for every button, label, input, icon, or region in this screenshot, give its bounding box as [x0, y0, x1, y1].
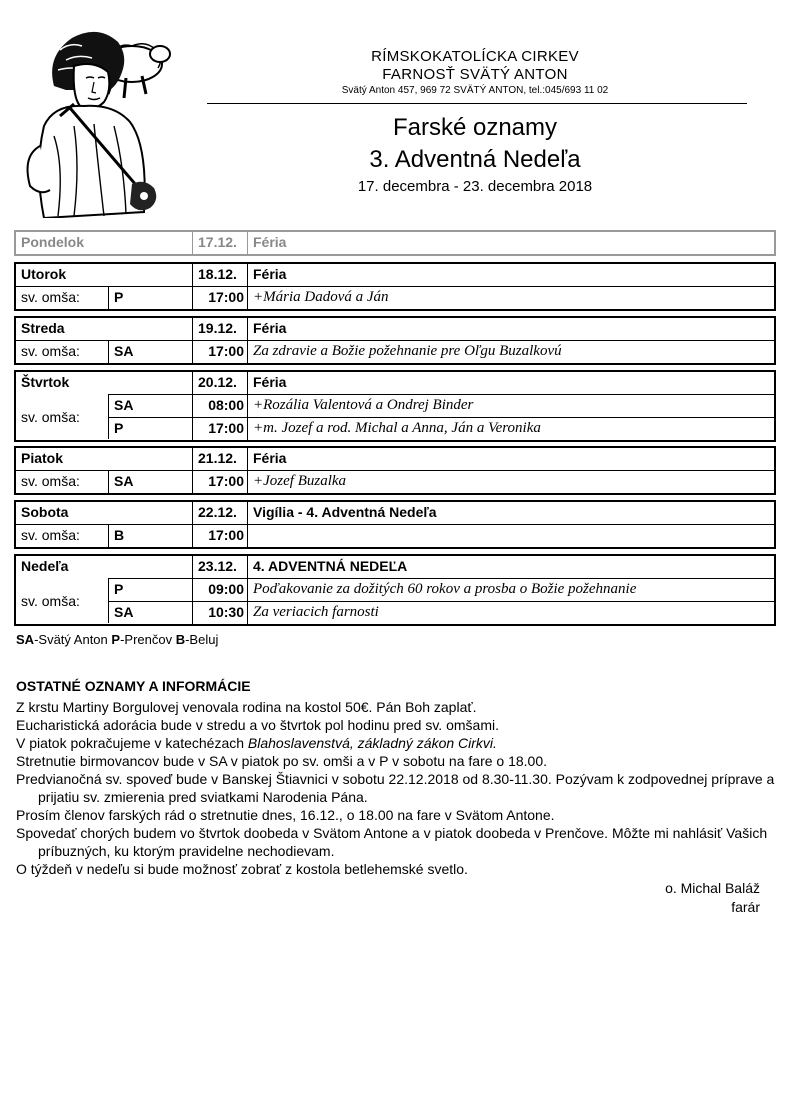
org-line-2: FARNOSŤ SVÄTÝ ANTON [382, 66, 568, 83]
mass-row [16, 470, 774, 493]
mass-group [16, 394, 774, 440]
day-header-row [16, 232, 774, 254]
signature-name: o. Michal Baláž [665, 880, 760, 896]
mass-row [16, 578, 774, 601]
mass-intention: +m. Jozef a rod. Michal a Anna, Ján a Veronika [253, 420, 541, 436]
day-header-row [16, 318, 774, 340]
org-line-1: RÍMSKOKATOLÍCKA CIRKEV [371, 48, 579, 65]
day-block-tuesday [14, 262, 776, 311]
mass-time: 17:00 [193, 418, 248, 440]
day-feast: Vigília - 4. Adventná Nedeľa [253, 504, 437, 520]
day-date: 22.12. [193, 502, 248, 524]
mass-row [16, 417, 774, 440]
day-name: Utorok [16, 264, 193, 286]
day-block-monday [14, 230, 776, 256]
mass-intention: Poďakovanie za dožitých 60 rokov a prosba o Božie požehnanie [253, 581, 637, 597]
day-name: Nedeľa [16, 556, 193, 578]
date-range: 17. decembra - 23. decembra 2018 [357, 178, 593, 195]
mass-label: sv. omša: [16, 394, 109, 439]
day-header-row [16, 556, 774, 578]
day-block-sunday [14, 554, 776, 626]
address: Svätý Anton 457, 969 72 SVÄTÝ ANTON, tel.:045/693 11 02 [341, 85, 609, 96]
day-name: Piatok [16, 448, 193, 470]
info-item: O týždeň v nedeľu si bude možnosť zobrať z kostola betlehemské svetlo. [16, 861, 468, 877]
mass-group [16, 578, 774, 624]
day-feast: Féria [253, 234, 287, 250]
mass-label: sv. omša: [16, 341, 109, 363]
mass-intention: +Jozef Buzalka [253, 473, 347, 489]
mass-row [16, 524, 774, 547]
day-name: Štvrtok [16, 372, 193, 394]
mass-intention: +Rozália Valentová a Ondrej Binder [253, 397, 474, 413]
mass-time: 17:00 [193, 341, 248, 363]
day-date: 20.12. [193, 372, 248, 394]
day-block-friday [14, 446, 776, 495]
legend-b-code: B [175, 632, 186, 647]
mass-place: P [109, 579, 193, 601]
day-feast: Féria [253, 266, 287, 282]
day-header-row [16, 502, 774, 524]
day-name: Streda [16, 318, 193, 340]
info-list [16, 698, 776, 878]
info-emphasis: Blahoslavenstvá, základný zákon Cirkvi. [247, 735, 497, 751]
mass-label: sv. omša: [16, 578, 109, 623]
day-date: 23.12. [193, 556, 248, 578]
mass-row [16, 394, 774, 417]
legend-sa-code: SA [16, 632, 35, 647]
mass-label: sv. omša: [16, 471, 109, 493]
mass-place: SA [109, 395, 193, 417]
mass-row [16, 340, 774, 363]
day-date: 18.12. [193, 264, 248, 286]
header-divider [207, 103, 747, 104]
info-item: Eucharistická adorácia bude v stredu a vo štvrtok pol hodinu pred sv. omšami. [16, 717, 499, 733]
day-name: Pondelok [16, 232, 193, 254]
day-header-row [16, 448, 774, 470]
mass-place: SA [109, 341, 193, 363]
legend-p-code: P [111, 632, 121, 647]
info-text: V piatok pokračujeme v katechézach [16, 735, 248, 751]
mass-place: B [109, 525, 193, 547]
mass-time: 17:00 [193, 525, 248, 547]
mass-row [16, 601, 774, 624]
mass-intention [248, 525, 774, 547]
mass-place: SA [109, 602, 193, 624]
mass-row [16, 286, 774, 309]
legend-p-name: -Prenčov [120, 632, 176, 647]
day-date: 21.12. [193, 448, 248, 470]
day-date: 19.12. [193, 318, 248, 340]
day-block-wednesday [14, 316, 776, 365]
mass-time: 17:00 [193, 471, 248, 493]
mass-place: SA [109, 471, 193, 493]
mass-intention: Za zdravie a Božie požehnanie pre Oľgu Buzalkovú [253, 343, 562, 359]
page-title: Farské oznamy [392, 114, 558, 141]
legend-sa-name: -Svätý Anton [34, 632, 112, 647]
legend-b-name: -Beluj [185, 632, 219, 647]
info-item: Prosím členov farských rád o stretnutie dnes, 16.12., o 18.00 na fare v Svätom Antone. [16, 807, 555, 823]
day-header-row [16, 264, 774, 286]
day-date: 17.12. [193, 232, 248, 254]
day-block-saturday [14, 500, 776, 549]
day-feast: 4. ADVENTNÁ NEDEĽA [253, 558, 408, 574]
day-block-thursday [14, 370, 776, 442]
mass-time: 08:00 [193, 395, 248, 417]
info-heading: OSTATNÉ OZNAMY A INFORMÁCIE [16, 678, 251, 694]
day-header-row [16, 372, 774, 394]
mass-time: 09:00 [193, 579, 248, 601]
day-feast: Féria [253, 374, 287, 390]
signature-role: farár [731, 899, 760, 915]
info-item: Stretnutie birmovancov bude v SA v piatok po sv. omši a v P v sobotu na fare o 18.00. [16, 753, 548, 769]
day-feast: Féria [253, 450, 287, 466]
day-feast: Féria [253, 320, 287, 336]
mass-label: sv. omša: [16, 525, 109, 547]
mass-time: 10:30 [193, 602, 248, 624]
info-item: Predvianočná sv. spoveď bude v Banskej Štiavnici v sobotu 22.12.2018 od 8.30-11.30. Pozývam k zodpovednej príprave a prijatiu sv. zmierenia pred sviatkami Narodenia Pána. [16, 771, 775, 805]
day-name: Sobota [16, 502, 193, 524]
mass-intention: Za veriacich farnosti [253, 604, 379, 620]
mass-label: sv. omša: [16, 287, 109, 309]
mass-intention: +Mária Dadová a Ján [253, 289, 389, 305]
mass-time: 17:00 [193, 287, 248, 309]
page-subtitle: 3. Adventná Nedeľa [369, 146, 581, 173]
place-legend [16, 632, 218, 647]
info-item: Z krstu Martiny Borgulovej venovala rodina na kostol 50€. Pán Boh zaplať. [16, 699, 477, 715]
info-item: Spovedať chorých budem vo štvrtok doobeda v Svätom Antone a v piatok doobeda v Prenčove. Môžte mi nahlásiť Vašich príbuzných, ku ktorým pravidelne nechodievam. [16, 825, 768, 859]
mass-place: P [109, 287, 193, 309]
info-item [16, 734, 776, 752]
saint-with-lamb-icon [14, 16, 172, 218]
mass-place: P [109, 418, 193, 440]
